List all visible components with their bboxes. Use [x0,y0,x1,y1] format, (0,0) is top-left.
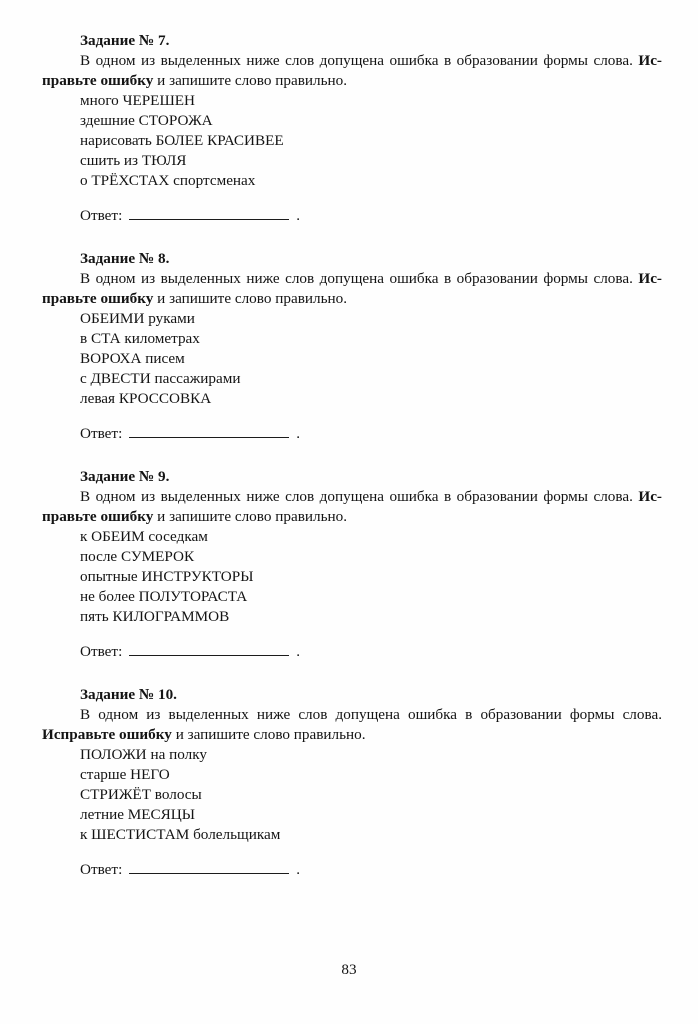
answer-label: Ответ: [80,425,123,442]
page-number: 83 [341,961,357,978]
task-instructions [42,269,662,309]
instruction-line-1 [42,51,662,71]
word-option: летние МЕСЯЦЫ [80,806,196,823]
word-option: к ОБЕИМ соседкам [80,528,208,545]
word-option: сшить из ТЮЛЯ [80,152,187,169]
word-option: в СТА километрах [80,330,200,347]
answer-label: Ответ: [80,643,123,660]
word-option: к ШЕСТИСТАМ болельщикам [80,826,281,843]
task-title: Задание № 9. [80,468,170,485]
instruction-line-2 [42,725,662,745]
instruction-text: В одном из выделенных ниже слов допущена ошибка в образовании формы слова. [80,706,662,723]
instruction-text: и запишите слово правильно. [171,726,366,743]
instruction-line-1 [42,269,662,289]
instruction-bold-text: Исправьте ошибку [42,726,172,743]
word-options-list [80,527,662,627]
word-option: здешние СТОРОЖА [80,112,213,129]
instruction-bold-text: правьте ошибку [42,508,154,525]
instruction-line-2 [42,289,662,309]
instruction-text: В одном из выделенных ниже слов допущена ошибка в образовании формы слова. [80,52,639,69]
task-title: Задание № 8. [80,250,170,267]
word-option: старше НЕГО [80,766,170,783]
answer-period: . [296,425,301,442]
word-option: не более ПОЛУТОРАСТА [80,588,248,605]
word-option: ОБЕИМИ руками [80,310,195,327]
word-options-list [80,91,662,191]
instruction-text: и запишите слово правильно. [153,72,348,89]
word-option: о ТРЁХСТАХ спортсменах [80,172,256,189]
instruction-bold-text: правьте ошибку [42,290,154,307]
answer-blank-line [129,641,289,656]
task-section-7 [42,31,662,228]
answer-period: . [296,207,301,224]
answer-blank-line [129,859,289,874]
word-option: ВОРОХА писем [80,350,185,367]
answer-row [80,422,662,446]
instruction-text: В одном из выделенных ниже слов допущена ошибка в образовании формы слова. [80,270,639,287]
instruction-bold-text: правьте ошибку [42,72,154,89]
instruction-text: В одном из выделенных ниже слов допущена ошибка в образовании формы слова. [80,488,639,505]
task-title: Задание № 10. [80,686,177,703]
word-option: с ДВЕСТИ пассажирами [80,370,241,387]
answer-label: Ответ: [80,861,123,878]
instruction-text: и запишите слово правильно. [153,290,348,307]
task-instructions [42,51,662,91]
task-instructions [42,487,662,527]
instruction-line-2 [42,507,662,527]
word-option: пять КИЛОГРАММОВ [80,608,230,625]
task-title: Задание № 7. [80,32,170,49]
word-option: левая КРОССОВКА [80,390,212,407]
word-option: много ЧЕРЕШЕН [80,92,196,109]
instruction-line-1 [42,487,662,507]
word-option: СТРИЖЁТ волосы [80,786,202,803]
instruction-text: и запишите слово правильно. [153,508,348,525]
answer-row [80,640,662,664]
answer-period: . [296,643,301,660]
instruction-line-1 [42,705,662,725]
answer-blank-line [129,423,289,438]
word-options-list [80,745,662,845]
instruction-line-2 [42,71,662,91]
word-option: нарисовать БОЛЕЕ КРАСИВЕЕ [80,132,284,149]
answer-row [80,858,662,882]
task-section-8 [42,249,662,446]
instruction-bold-text: Ис- [638,52,662,69]
word-option: опытные ИНСТРУКТОРЫ [80,568,254,585]
task-instructions [42,705,662,745]
answer-period: . [296,861,301,878]
word-options-list [80,309,662,409]
answer-label: Ответ: [80,207,123,224]
instruction-bold-text: Ис- [638,488,662,505]
answer-row [80,204,662,228]
word-option: после СУМЕРОК [80,548,195,565]
instruction-bold-text: Ис- [638,270,662,287]
answer-blank-line [129,205,289,220]
task-section-9 [42,467,662,664]
task-section-10 [42,685,662,882]
word-option: ПОЛОЖИ на полку [80,746,207,763]
